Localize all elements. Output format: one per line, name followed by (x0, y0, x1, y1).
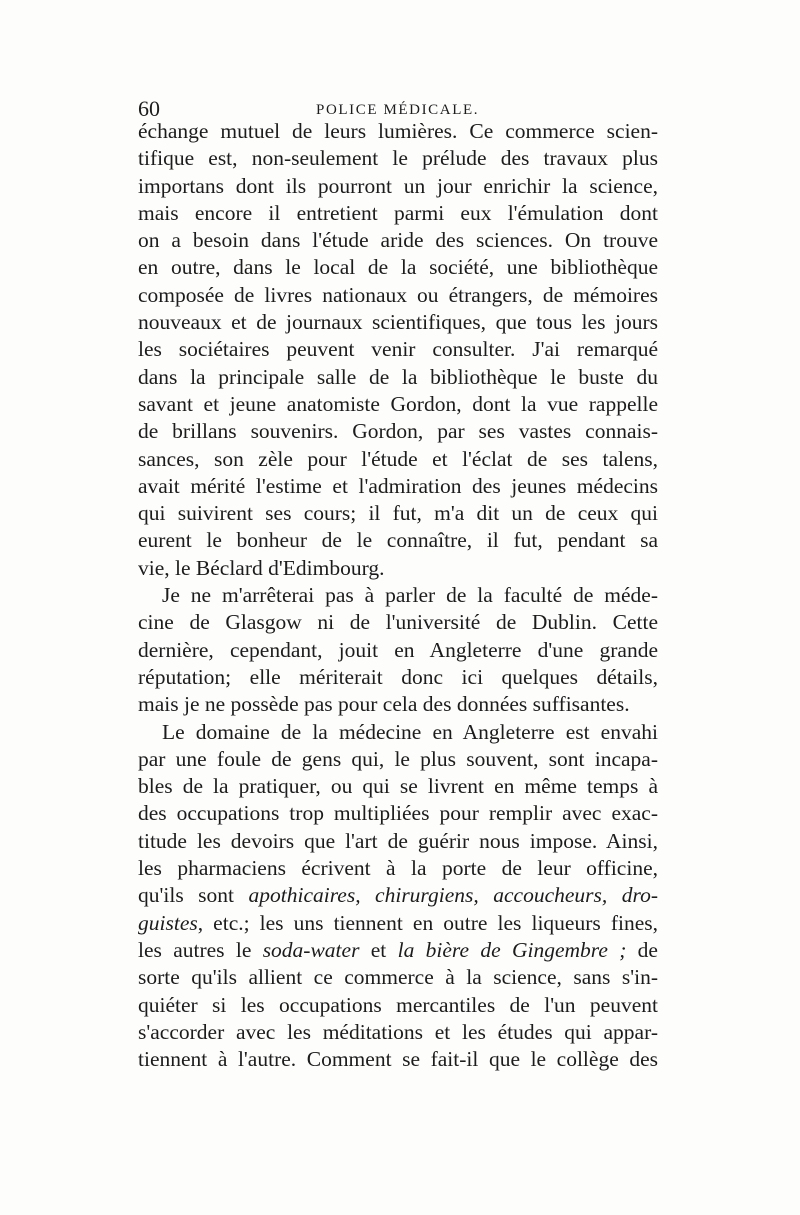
text-line: savant et jeune anatomiste Gordon, dont la vue rappelle (138, 391, 658, 416)
text-run: et (359, 937, 398, 962)
body-text (138, 118, 658, 1073)
text-line: Je ne m'arrêterai pas à parler de la faculté de méde- (162, 583, 658, 608)
text-line: eurent le bonheur de le connaître, il fut, pendant sa (138, 528, 658, 553)
text-run: qu'ils sont (138, 883, 249, 908)
text-line: bles de la pratiquer, ou qui se livrent en même temps à (138, 774, 658, 799)
text-line: réputation; elle mériterait donc ici quelques détails, (138, 664, 658, 689)
italic-text: guistes (138, 910, 198, 935)
text-line: en outre, dans le local de la société, une bibliothèque (138, 255, 658, 280)
text-line: Le domaine de la médecine en Angleterre est envahi (162, 719, 658, 744)
page-number: 60 (138, 96, 160, 121)
italic-text: la bière de Gingembre ; (397, 937, 627, 962)
text-line: échange mutuel de leurs lumières. Ce commerce scien- (138, 119, 658, 143)
text-run: les autres le (138, 937, 263, 962)
text-line: on a besoin dans l'étude aride des sciences. On trouve (138, 228, 658, 253)
text-line: tifique est, non-seulement le prélude des travaux plus (138, 146, 658, 171)
text-line: importans dont ils pourront un jour enrichir la science, (138, 173, 658, 198)
italic-text: soda-water (262, 937, 360, 962)
text-line (138, 882, 658, 909)
text-line: titude les devoirs que l'art de guérir nous impose. Ainsi, (138, 828, 658, 853)
text-line: les pharmaciens écrivent à la porte de leur officine, (138, 856, 658, 881)
text-run: de (626, 937, 658, 962)
text-line: avait mérité l'estime et l'admiration des jeunes médecins (138, 473, 658, 498)
italic-text: apothicaires, chirurgiens, accoucheurs, dro- (248, 883, 658, 908)
text-line: nouveaux et de journaux scientifiques, que tous les jours (138, 310, 658, 335)
text-line: dans la principale salle de la bibliothèque le buste du (138, 364, 658, 389)
text-line (138, 910, 658, 937)
text-line: mais encore il entretient parmi eux l'émulation dont (138, 200, 658, 225)
text-line: s'accorder avec les méditations et les études qui appar- (138, 1019, 658, 1044)
text-line: sorte qu'ils allient ce commerce à la science, sans s'in- (138, 965, 658, 990)
text-line: de brillans souvenirs. Gordon, par ses vastes connais- (138, 419, 658, 444)
text-line: les sociétaires peuvent venir consulter. J'ai remarqué (138, 337, 658, 362)
running-head: POLICE MÉDICALE. (316, 102, 480, 118)
text-run: , etc.; les uns tiennent en outre les liqueurs fines, (197, 910, 658, 935)
text-line (138, 937, 658, 964)
text-line: qui suivirent ses cours; il fut, m'a dit un de ceux qui (138, 501, 658, 526)
text-line: vie, le Béclard d'Edimbourg. (138, 555, 385, 580)
text-line: sances, son zèle pour l'étude et l'éclat de ses talens, (138, 446, 658, 471)
text-line: composée de livres nationaux ou étrangers, de mémoires (138, 282, 658, 307)
text-line: mais je ne possède pas pour cela des données suffisantes. (138, 692, 630, 717)
text-line: des occupations trop multipliées pour remplir avec exac- (138, 801, 658, 826)
text-line: cine de Glasgow ni de l'université de Dublin. Cette (138, 610, 658, 635)
text-line: quiéter si les occupations mercantiles de l'un peuvent (138, 992, 658, 1017)
text-line: dernière, cependant, jouit en Angleterre d'une grande (138, 637, 658, 662)
text-line: tiennent à l'autre. Comment se fait-il que le collège des (138, 1047, 658, 1072)
text-line: par une foule de gens qui, le plus souvent, sont incapa- (138, 746, 658, 771)
